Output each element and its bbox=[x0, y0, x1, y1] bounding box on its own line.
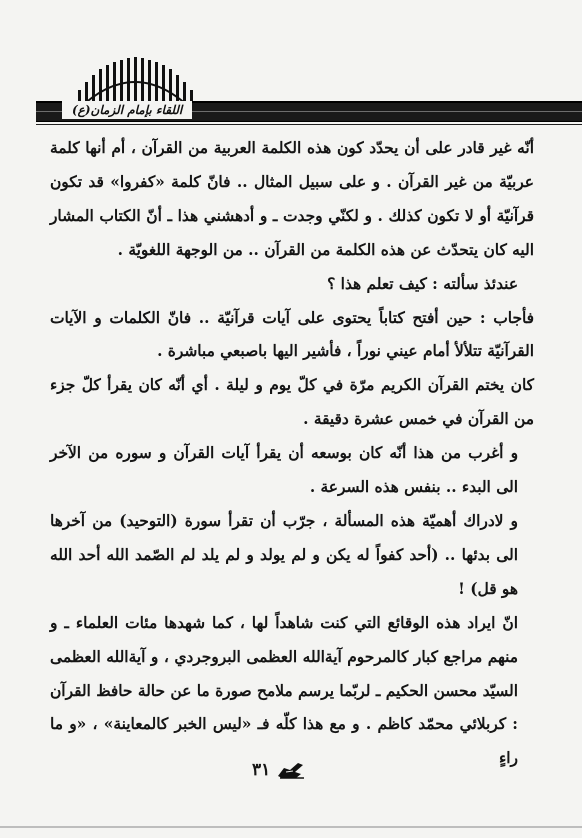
writing-hand-icon bbox=[276, 760, 306, 780]
paragraph: و أغرب من هذا أنّه كان بوسعه أن يقرأ آيات القرآن و سوره من الآخر الى البدء .. بنفس هذه السرعة . bbox=[50, 444, 518, 497]
header-divider bbox=[36, 124, 582, 125]
page-number: ٣١ bbox=[252, 760, 271, 780]
paragraph: عندئذ سألته : كيف تعلم هذا ؟ bbox=[327, 274, 518, 293]
paragraph: و لادراك أهميّة هذه المسألة ، جرّب أن تقرأ سورة (التوحيد) من آخرها الى بدئها .. (أحد كفواً له يكن و لم يولد و لم يلد لم الصّمد الله أحد الله هو قل) ! bbox=[50, 511, 518, 598]
paragraph: كان يختم القرآن الكريم مرّة في كلّ يوم و ليلة . أي أنّه كان يقرأ كلّ جزء من القرآن في خمس عشرة دقيقة . bbox=[50, 376, 534, 429]
page-edge bbox=[0, 826, 582, 828]
page-body bbox=[50, 132, 534, 776]
paragraph: فأجاب : حين أفتح كتاباً يحتوى على آيات قرآنيّة .. فانّ الكلمات و الآيات القرآنيّة تتلألأ أمام عيني نوراً ، فأشير اليها باصبعي مباشرة . bbox=[50, 308, 534, 361]
page-footer bbox=[252, 758, 306, 782]
running-header-title: اللقاء بإمام الزمان(ع) bbox=[62, 101, 192, 119]
paragraph: أنّه غير قادر على أن يحدّد كون هذه الكلمة العربية من القرآن ، أم أنها كلمة عربيّة من غير القرآن . و على سبيل المثال .. فانّ كلمة «كفروا» قد تكون قرآنيّة أو لا تكون كذلك . و لكنّي وجدت ـ و أدهشني هذا ـ أنّ الكتاب المشار اليه كان يتحدّث عن هذه الكلمة من القرآن .. من الوجهة اللغويّة . bbox=[50, 139, 534, 259]
paragraph: انّ ايراد هذه الوقائع التي كنت شاهداً لها ، كما شهدها مئات العلماء ـ و منهم مراجع كبار كالمرحوم آية‌الله العظمى البروجردي ، و آية‌الله العظمى السيّد محسن الحكيم ـ لربّما يرسم ملامح صورة ما عن حالة حافظ القرآن : كربلائي محمّد كاظم . و مع هذا كلّه فـ «ليس الخبر كالمعاينة» ، «و ما راءٍ bbox=[50, 613, 518, 768]
